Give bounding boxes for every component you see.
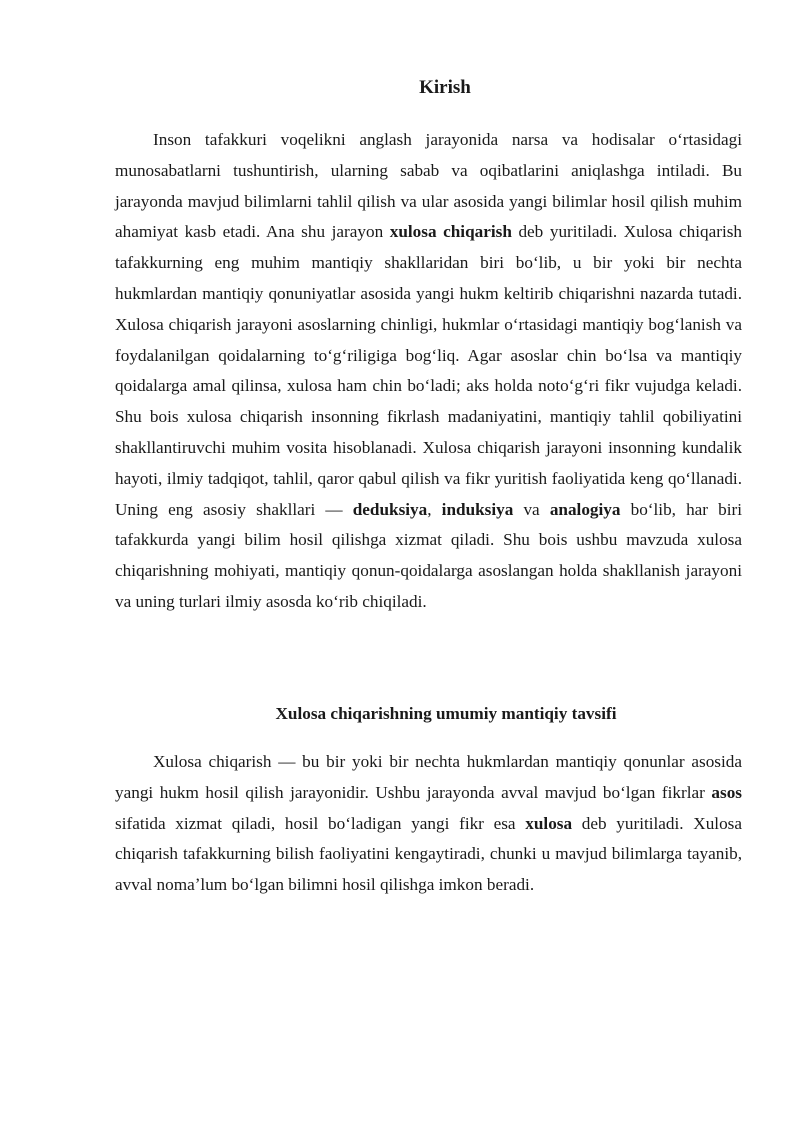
intro-text-1: Inson tafakkuri voqelikni anglash jarayonida narsa va hodisalar oʻrtasidagi munosabatlarni tushuntirish, ularning sabab va oqibatlarini aniqlashga intiladi. Bu jarayonda mavjud bilimlarni tahlil qilish va ular asosida yangi bilimlar hosil qilish muhim ahamiyat kasb etadi. Ana shu jarayon [115, 130, 742, 242]
term-analogiya: analogiya [549, 499, 621, 519]
section-text-3: deb yuritiladi. Xulosa chiqarish tafakkurning bilish faoliyatini kengaytiradi, chunki u mavjud bilimlarga tayanib, avval nomaʼlum boʻlgan bilimni hosil qilishga imkon beradi. [115, 813, 742, 895]
term-induksiya: induksiya [441, 499, 514, 519]
intro-text-4: va [513, 499, 550, 519]
section-text-2: sifatida xizmat qiladi, hosil boʻladigan yangi fikr esa [115, 813, 526, 833]
term-deduksiya: deduksiya [352, 499, 428, 519]
page-title: Kirish [419, 77, 471, 98]
intro-text-5: boʻlib, har biri tafakkurda yangi bilim hosil qilishga xizmat qiladi. Shu bois ushbu mavzuda xulosa chiqarishning mohiyati, mantiqiy qonun-qoidalarga asoslangan holda shakllanish jarayoni va uning turlari ilmiy asosda koʻrib chiqiladi. [115, 499, 743, 611]
intro-paragraph [115, 125, 742, 618]
term-xulosa-chiqarish: xulosa chiqarish [389, 222, 512, 242]
section-paragraph [115, 747, 742, 901]
term-xulosa: xulosa [525, 813, 573, 833]
section-text-1: Xulosa chiqarish — bu bir yoki bir nechta hukmlardan mantiqiy qonunlar asosida yangi hukm hosil qilish jarayonidir. Ushbu jarayonda avval mavjud boʻlgan fikrlar [115, 752, 742, 802]
term-asos: asos [711, 782, 742, 802]
intro-text-2: deb yuritiladi. Xulosa chiqarish tafakkurning eng muhim mantiqiy shakllaridan biri boʻlib, u bir yoki bir nechta hukmlardan mantiqiy qonuniyatlar asosida yangi hukm keltirib chiqarishni nazarda tutadi. Xulosa chiqarish jarayoni asoslarning chinligi, hukmlar oʻrtasidagi mantiqiy bogʻlanish va foydalanilgan qoidalarning toʻgʻriligiga bogʻliq. Agar asoslar chin boʻlsa va mantiqiy qoidalarga amal qilinsa, xulosa ham chin boʻladi; aks holda notoʻgʻri fikr vujudga keladi. Shu bois xulosa chiqarish insonning fikrlash madaniyatini, mantiqiy tahlil qobiliyatini shakllantiruvchi muhim vosita hisoblanadi. Xulosa chiqarish jarayoni insonning kundalik hayoti, ilmiy tadqiqot, tahlil, qaror qabul qilish va fikr yuritish faoliyatida keng qoʻllanadi. Uning eng asosiy shakllari — [115, 222, 742, 519]
section-heading: Xulosa chiqarishning umumiy mantiqiy tavsifi [275, 704, 617, 723]
intro-text-3: , [427, 499, 442, 519]
